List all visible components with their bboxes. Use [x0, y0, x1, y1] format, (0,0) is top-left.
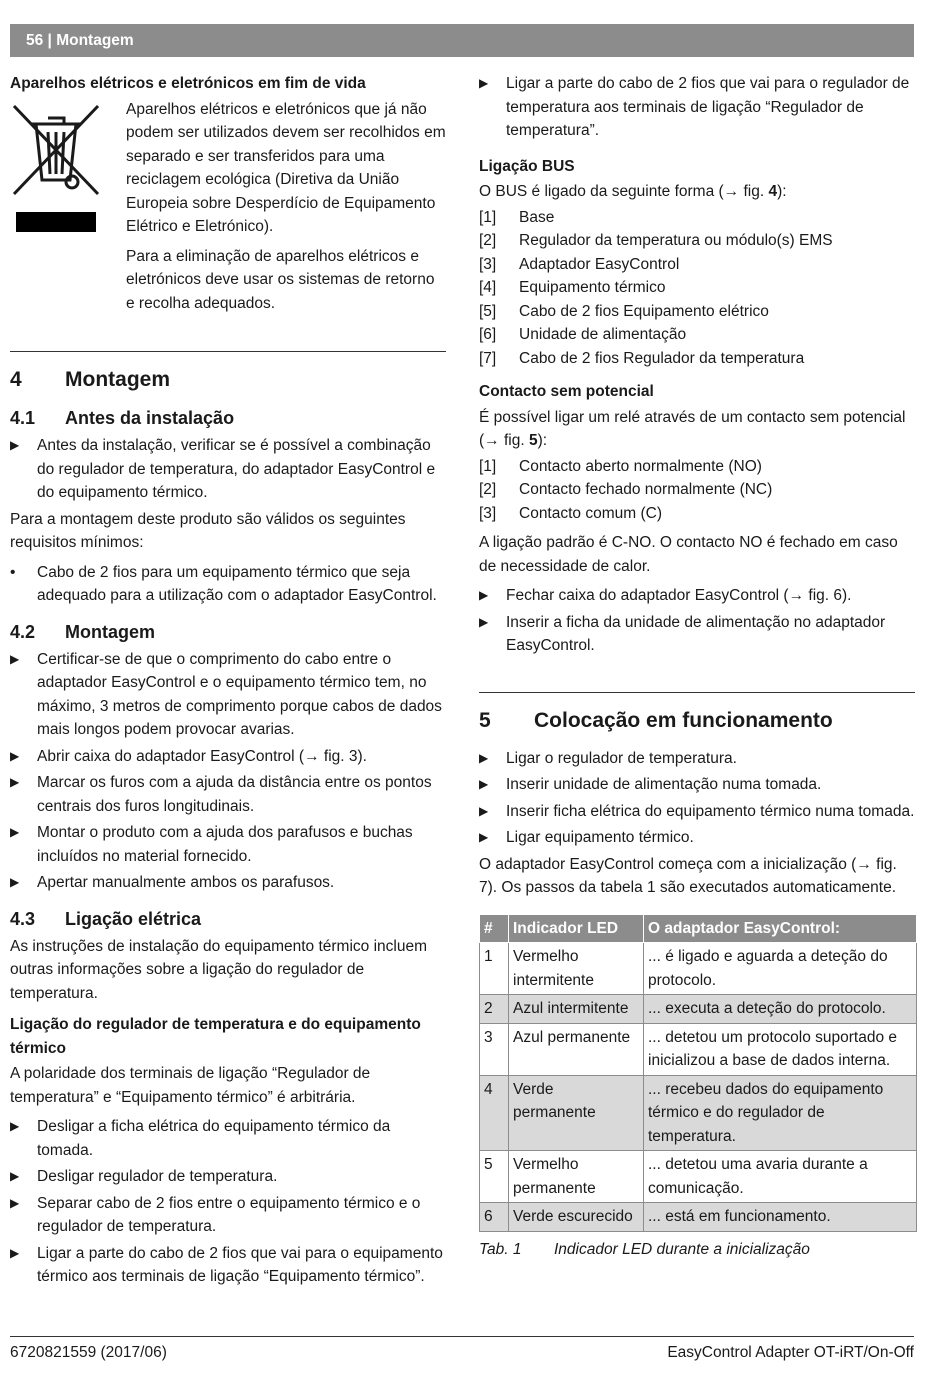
bullet-dot-icon: • [10, 563, 16, 581]
step-item: ▶ Antes da instalação, verificar se é possível a combinação do regulador de temperatura, do adaptador EasyControl e do equipamento térmico. [10, 434, 446, 505]
step-arrow-icon: ▶ [10, 651, 20, 666]
weee-block [10, 98, 446, 322]
footer-product-name: EasyControl Adapter OT-iRT/On-Off [667, 1344, 914, 1361]
step-arrow-icon: ▶ [10, 1119, 20, 1133]
column-header: # [480, 914, 509, 943]
step-arrow-icon: ▶ [10, 438, 20, 452]
table-cell: ... detetou uma avaria durante a comunicação. [644, 1151, 917, 1203]
weee-bin-icon [10, 98, 126, 322]
step-arrow-icon: ▶ [479, 777, 489, 791]
step-item: ▶ Desligar regulador de temperatura. [10, 1165, 446, 1189]
step-item: ▶ Ligar a parte do cabo de 2 fios que vai para o regulador de temperatura aos terminais de ligação “Regulador de temperatura”. [479, 72, 915, 143]
section-title: Antes da instalação [65, 408, 235, 428]
list-item: [2] Regulador da temperatura ou módulo(s) EMS [479, 232, 833, 249]
step-item: ▶ Inserir unidade de alimentação numa tomada. [479, 773, 915, 797]
footer-divider [10, 1336, 914, 1337]
section-4-2-heading [10, 620, 446, 644]
section-number: 4.3 [10, 908, 36, 929]
table-header-row [480, 914, 917, 943]
table-cell: ... é ligado e aguarda a deteção do protocolo. [644, 943, 917, 995]
list-item: [6] Unidade de alimentação [479, 326, 687, 343]
list-item: [3] Contacto comum (C) [479, 504, 662, 522]
step-arrow-icon: ▶ [479, 588, 489, 602]
init-paragraph: O adaptador EasyControl começa com a inicialização (→ fig. 7). Os passos da tabela 1 são executados automaticamente. [479, 855, 897, 896]
table-cell: Verde permanente [509, 1075, 644, 1151]
step-arrow-icon: ▶ [479, 76, 489, 90]
table-cell: Vermelho intermitente [509, 943, 644, 995]
step-arrow-icon: ▶ [10, 825, 20, 839]
step-arrow-icon: ▶ [10, 1245, 20, 1260]
list-item: [1] Contacto aberto normalmente (NO) [479, 457, 762, 475]
weee-heading: Aparelhos elétricos e eletrónicos em fim de vida [10, 75, 366, 92]
step-item: ▶ Separar cabo de 2 fios entre o equipamento térmico e o regulador de temperatura. [10, 1192, 446, 1239]
step-item: ▶ Desligar a ficha elétrica do equipamento térmico da tomada. [10, 1115, 446, 1162]
step-item: ▶ Inserir ficha elétrica do equipamento térmico numa tomada. [479, 800, 915, 824]
section-4-1-heading [10, 406, 446, 430]
table-cell: ... executa a deteção do protocolo. [644, 995, 917, 1024]
list-item: [2] Contacto fechado normalmente (NC) [479, 481, 773, 498]
table-row [480, 1075, 917, 1151]
step-item: ▶ Certificar-se de que o comprimento do cabo entre o adaptador EasyControl e o equipamento térmico tem, no máximo, 3 metros de comprimento porque cabos de dados mais longos podem provocar avarias. [10, 648, 446, 742]
led-table [479, 914, 917, 1232]
table-caption [479, 1238, 915, 1262]
table-row [480, 1203, 917, 1232]
table-cell: Azul intermitente [509, 995, 644, 1024]
section-5-heading [479, 707, 915, 735]
section-number: 5 [479, 708, 491, 732]
section-4-3-heading [10, 907, 446, 931]
subsection-heading: Ligação do regulador de temperatura e do equipamento térmico [10, 1016, 421, 1057]
list-item: [1] Base [479, 208, 555, 226]
table-cell: 6 [480, 1203, 509, 1232]
contact-intro: É possível ligar um relé através de um contacto sem potencial (→ fig. 5): [479, 408, 906, 449]
step-item: ▶ Abrir caixa do adaptador EasyControl (→ fig. 3). [10, 745, 446, 769]
bullet-item: • Cabo de 2 fios para um equipamento térmico que seja adequado para a utilização com o adaptador EasyControl. [10, 561, 446, 608]
bus-heading: Ligação BUS [479, 157, 575, 175]
step-arrow-icon: ▶ [10, 748, 20, 763]
column-header: O adaptador EasyControl: [644, 914, 917, 943]
table-cell: 3 [480, 1023, 509, 1075]
step-item: ▶ Ligar a parte do cabo de 2 fios que vai para o equipamento térmico aos terminais de ligação “Equipamento térmico”. [10, 1242, 446, 1289]
right-column [479, 72, 915, 1261]
contact-heading: Contacto sem potencial [479, 383, 654, 400]
left-column [10, 72, 446, 1292]
electrical-paragraph: As instruções de instalação do equipamento térmico incluem outras informações sobre a ligação do regulador de temperatura. [10, 937, 428, 1002]
weee-paragraph-1: Aparelhos elétricos e eletrónicos que já não podem ser utilizados devem ser recolhidos em separado e ser transferidos para uma reciclagem ecológica (Diretiva da União Europeia sobre Desperdício de Equipamento Elétrico e Eletrónico). [126, 100, 446, 235]
table-cell: Azul permanente [509, 1023, 644, 1075]
table-cell: ... detetou um protocolo suportado e inicializou a base de dados interna. [644, 1023, 917, 1075]
list-item: [7] Cabo de 2 fios Regulador da temperatura [479, 349, 805, 367]
table-cell: Vermelho permanente [509, 1151, 644, 1203]
section-divider [479, 692, 915, 693]
step-item: ▶ Apertar manualmente ambos os parafusos. [10, 871, 446, 895]
list-item: [4] Equipamento térmico [479, 279, 666, 296]
step-arrow-icon: ▶ [10, 1195, 20, 1210]
step-item: ▶ Inserir a ficha da unidade de alimentação no adaptador EasyControl. [479, 611, 915, 658]
table-row [480, 995, 917, 1024]
step-arrow-icon: ▶ [479, 803, 489, 818]
list-item: [5] Cabo de 2 fios Equipamento elétrico [479, 302, 769, 320]
table-cell: Verde escurecido [509, 1203, 644, 1232]
step-arrow-icon: ▶ [479, 750, 489, 765]
section-number: 4 [10, 368, 22, 391]
step-arrow-icon: ▶ [10, 875, 20, 889]
table-cell: 5 [480, 1151, 509, 1203]
page-header: 56 | Montagem [10, 24, 914, 57]
section-title: Montagem [65, 621, 155, 642]
table-cell: ... recebeu dados do equipamento térmico e do regulador de temperatura. [644, 1075, 917, 1151]
step-arrow-icon: ▶ [10, 1169, 20, 1183]
table-row [480, 1023, 917, 1075]
contact-list [479, 455, 915, 526]
list-item: [3] Adaptador EasyControl [479, 255, 680, 273]
column-header: Indicador LED [509, 914, 644, 943]
step-arrow-icon: ▶ [10, 775, 20, 789]
caption-text: Indicador LED durante a inicialização [554, 1240, 810, 1258]
bus-intro: O BUS é ligado da seguinte forma (→ fig. 4): [479, 183, 787, 200]
figure-number: 5 [528, 432, 538, 449]
figure-number: 4 [768, 183, 778, 200]
table-cell: ... está em funcionamento. [644, 1203, 917, 1232]
step-item: ▶ Ligar o regulador de temperatura. [479, 747, 915, 771]
footer-document-number: 6720821559 (2017/06) [10, 1344, 167, 1361]
step-arrow-icon: ▶ [479, 614, 489, 629]
section-divider [10, 351, 446, 352]
bus-list [479, 206, 915, 371]
section-number: 4.1 [10, 408, 36, 428]
section-title: Ligação elétrica [65, 908, 202, 929]
step-item: ▶ Fechar caixa do adaptador EasyControl (→ fig. 6). [479, 584, 915, 608]
section-title: Colocação em funcionamento [534, 708, 833, 732]
section-title: Montagem [65, 368, 170, 391]
step-item: ▶ Marcar os furos com a ajuda da distância entre os pontos centrais dos furos longitudinais. [10, 771, 446, 818]
caption-label: Tab. 1 [479, 1240, 522, 1258]
table-row [480, 943, 917, 995]
requirements-paragraph: Para a montagem deste produto são válidos os seguintes requisitos mínimos: [10, 510, 406, 551]
step-item: ▶ Montar o produto com a ajuda dos parafusos e buchas incluídos no material fornecido. [10, 821, 446, 868]
table-cell: 1 [480, 943, 509, 995]
step-arrow-icon: ▶ [479, 830, 489, 844]
contact-paragraph: A ligação padrão é C-NO. O contacto NO é fechado em caso de necessidade de calor. [479, 534, 898, 575]
table-row [480, 1151, 917, 1203]
weee-paragraph-2: Para a eliminação de aparelhos elétricos e eletrónicos deve usar os sistemas de retorno e recolha adequados. [126, 247, 435, 312]
table-cell: 4 [480, 1075, 509, 1151]
section-number: 4.2 [10, 621, 36, 642]
section-4-heading [10, 366, 446, 394]
table-cell: 2 [480, 995, 509, 1024]
step-item: ▶ Ligar equipamento térmico. [479, 826, 915, 850]
polarity-paragraph: A polaridade dos terminais de ligação “Regulador de temperatura” e “Equipamento térmico” é arbitrária. [10, 1065, 371, 1106]
